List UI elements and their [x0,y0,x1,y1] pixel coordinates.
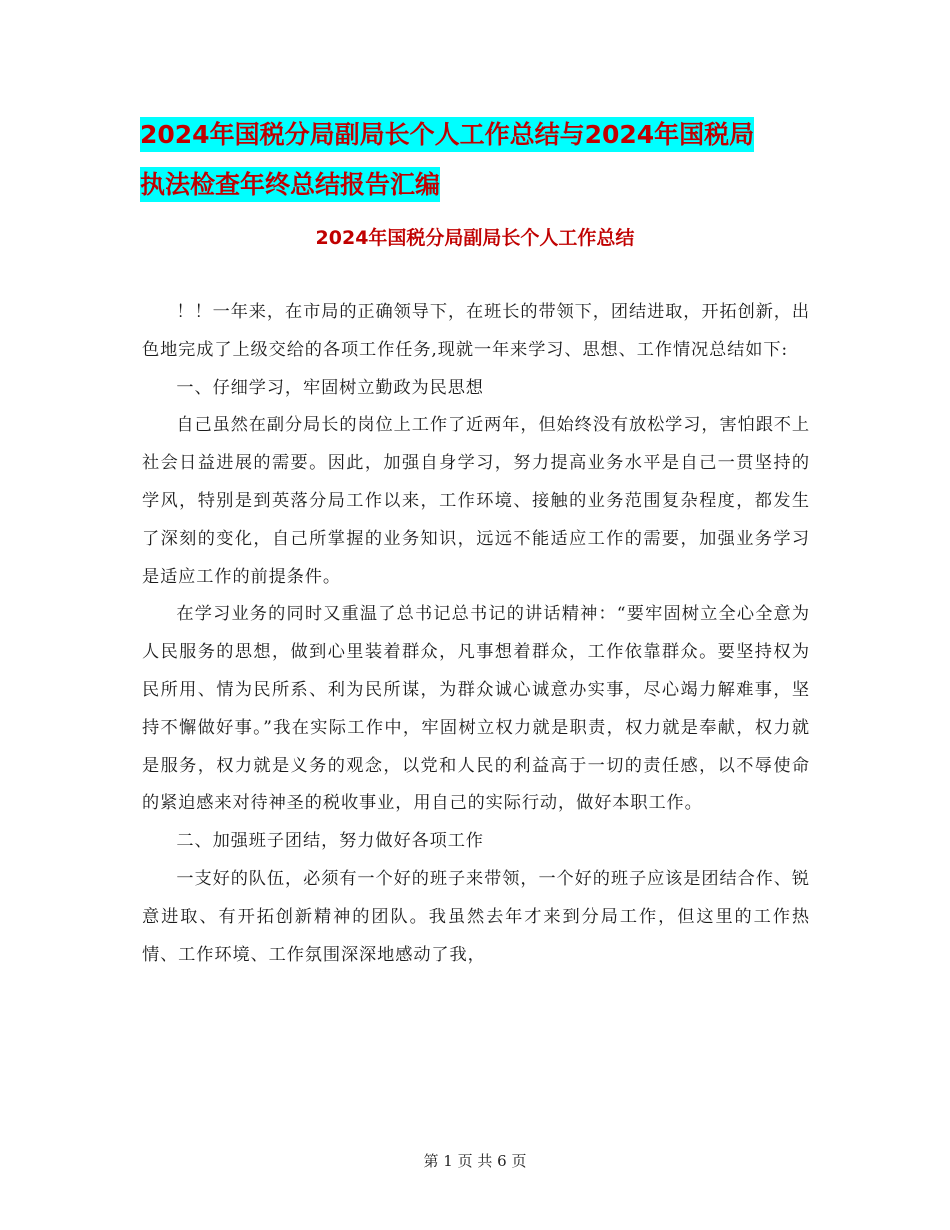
document-title-line2: 执法检查年终总结报告汇编 [140,167,440,202]
page-footer: 第 1 页 共 6 页 [423,1152,527,1170]
paragraph-team: 一支好的队伍，必须有一个好的班子来带领，一个好的班子应该是团结合作、锐意进取、有开拓创新精神的团队。我虽然去年才来到分局工作，但这里的工作热情、工作环境、工作氛围深深地感动了我， [142,868,810,965]
paragraph-speech: 在学习业务的同时又重温了总书记总书记的讲话精神：“要牢固树立全心全意为人民服务的思想，做到心里装着群众，凡事想着群众，工作依靠群众。要坚持权为民所用、情为民所系、利为民所谋，为群众诚心诚意办实事，尽心竭力解难事，坚持不懈做好事。”我在实际工作中，牢固树立权力就是职责，权力就是奉献，权力就是服务，权力就是义务的观念，以党和人民的利益高于一切的责任感，以不辱使命的紧迫感来对待神圣的税收事业，用自己的实际行动，做好本职工作。 [142,604,810,814]
document-body [142,294,810,974]
heading-study: 一、仔细学习，牢固树立勤政为民思想 [176,377,484,398]
section-title: 2024年国税分局副局长个人工作总结 [315,227,635,249]
paragraph-study: 自己虽然在副分局长的岗位上工作了近两年，但始终没有放松学习，害怕跟不上社会日益进展的需要。因此，加强自身学习，努力提高业务水平是自己一贯坚持的学风，特别是到英落分局工作以来，工作环境、接触的业务范围复杂程度，都发生了深刻的变化，自己所掌握的业务知识，远远不能适应工作的需要，加强业务学习是适应工作的前提条件。 [142,415,810,587]
heading-unity: 二、加强班子团结，努力做好各项工作 [176,831,484,852]
document-title-line1: 2024年国税分局副局长个人工作总结与2024年国税局 [140,117,754,152]
paragraph-intro: ！！一年来，在市局的正确领导下，在班长的带领下，团结进取，开拓创新，出色地完成了上级交给的各项工作任务,现就一年来学习、思想、工作情况总结如下: [142,302,810,360]
document-title [140,110,830,210]
